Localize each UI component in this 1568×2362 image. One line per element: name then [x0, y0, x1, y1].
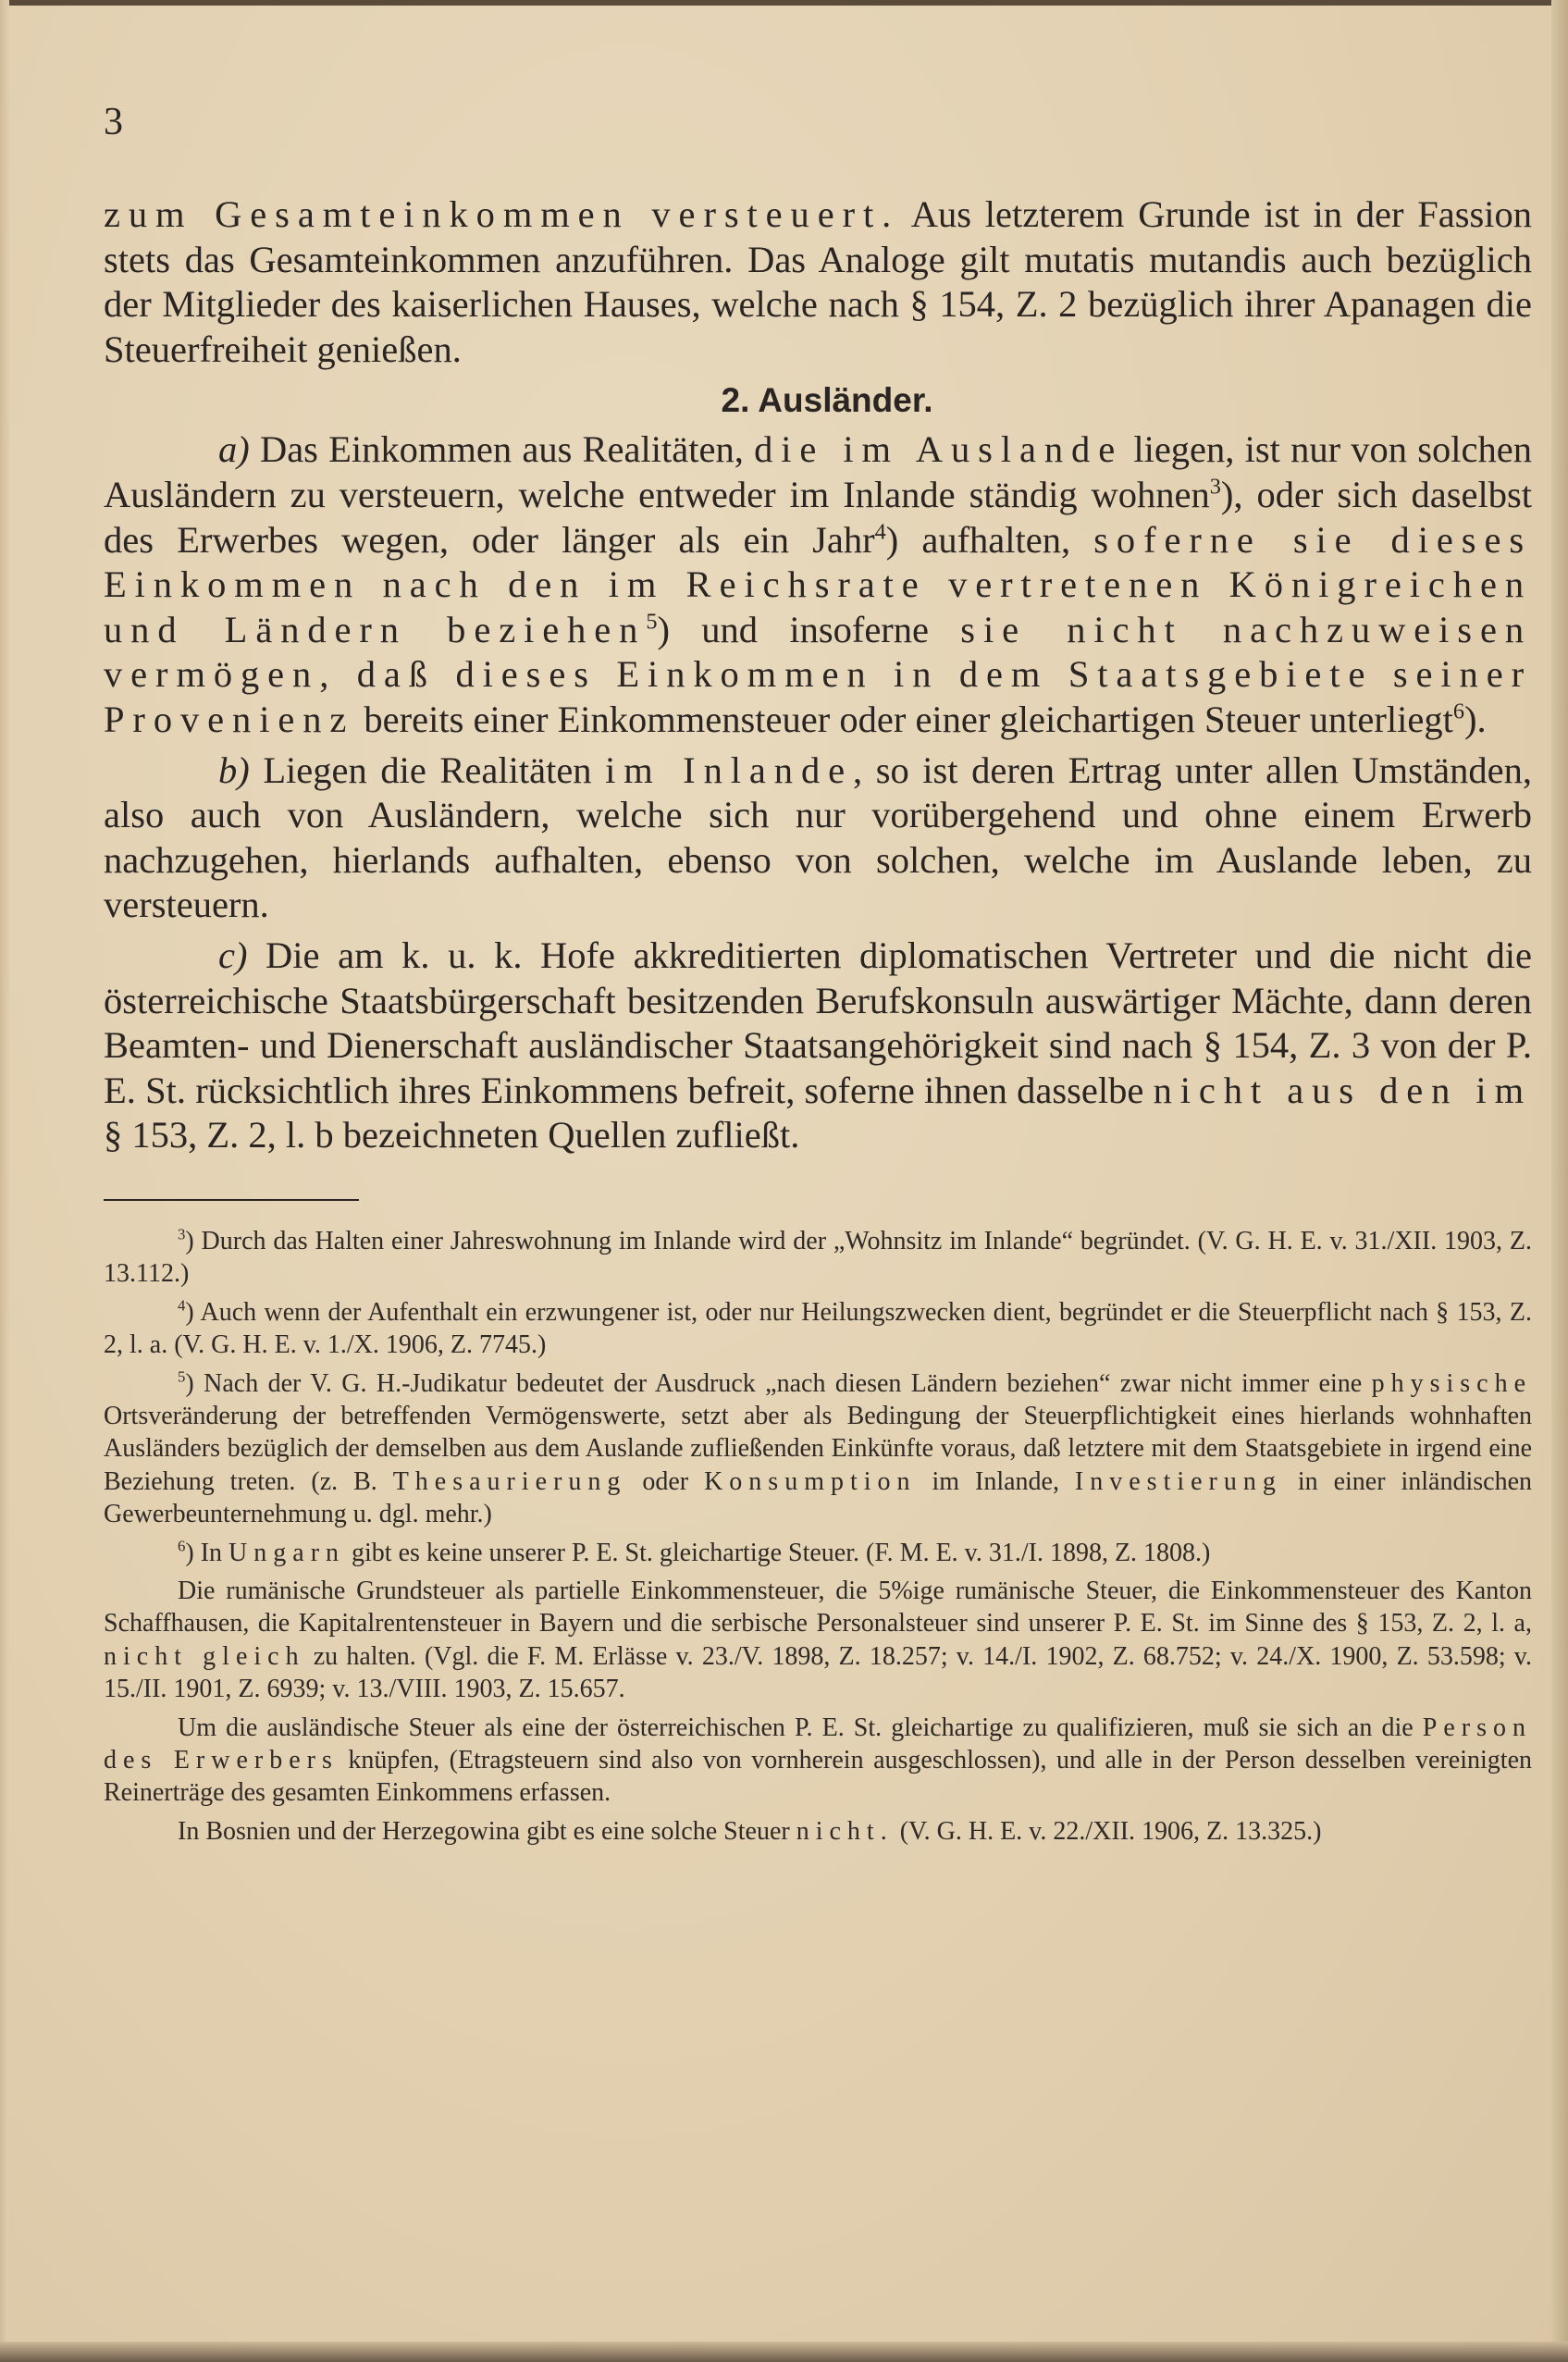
- section-heading: 2. Ausländer.: [721, 381, 933, 420]
- para-a-marker: a): [218, 428, 250, 471]
- para-a-text: Das Einkommen aus Realitäten,: [249, 428, 755, 471]
- footnote-text: ) Auch wenn der Aufenthalt ein erzwungener ist, oder nur Heilungszwecken dient, begründet er die Steuerpflicht nach § 153, Z. 2, l. a. (V. G. H. E. v. 1./X. 1906, Z. 7745.): [104, 1297, 1532, 1360]
- footnote-3: [104, 1225, 1532, 1291]
- footnote-text: oder: [626, 1466, 705, 1496]
- page-number: 3: [104, 101, 123, 143]
- para-a-text: ) aufhalten,: [885, 518, 1094, 561]
- footnote-6-continued: [104, 1575, 1532, 1706]
- intro-text: Aus letzterem Grunde ist in der Fassion stets das Gesamteinkommen anzuführen. Das Analoge gilt mutatis mutandis auch bezüglich der Mitglieder des kaiserlichen Hauses, welche nach § 154, Z. 2 bezüglich ihrer Apanagen die Steuerfreiheit genießen.: [104, 193, 1532, 370]
- footnote-spaced: Ungarn: [228, 1538, 346, 1567]
- para-a-text: ), oder sich daselbst des Erwerbes wegen, oder länger als ein Jahr: [104, 473, 1532, 561]
- footnote-spaced: Person des Erwerbers: [104, 1713, 1532, 1775]
- para-a-text: ) und insoferne: [657, 608, 961, 650]
- footnote-5: [104, 1367, 1532, 1531]
- footnote-number: 3: [178, 1225, 186, 1243]
- footnote-6: [104, 1537, 1532, 1569]
- footnote-ref: 6: [1452, 699, 1464, 724]
- footnote-spaced: Investierung: [1074, 1466, 1282, 1496]
- para-a-spaced: die im Auslande: [754, 428, 1124, 471]
- footnote-text: ) Durch das Halten einer Jahreswohnung im Inlande wird der „Wohnsitz im Inlande“ begründet. (V. G. H. E. v. 31./XII. 1903, Z. 13.112.): [104, 1226, 1532, 1289]
- footnote-text: In Bosnien und der Herzegowina gibt es eine solche Steuer: [178, 1816, 796, 1846]
- footnote-separator: [104, 1199, 359, 1201]
- footnote-text: zu halten. (Vgl. die F. M. Erlässe v. 23./V. 1898, Z. 18.257; v. 14./I. 1902, Z. 68.752; v. 24./X. 1900, Z. 53.598; v. 15./II. 1901, Z. 6939; v. 13./VIII. 1903, Z. 15.657.: [104, 1641, 1532, 1704]
- footnote-text: Die rumänische Grundsteuer als partielle Einkommensteuer, die 5%ige rumänische Steuer, die Einkommensteuer des Kanton Schaffhausen, die Kapitalrentensteuer in Bayern und die serbische Personalsteuer sind unserer P. E. St. im Sinne des § 153, Z. 2, l. a,: [104, 1576, 1532, 1639]
- footnote-text: knüpfen, (Etragsteuern sind also von vornherein ausgeschlossen), und alle in der Person desselben vereinigten Reinerträge des gesamten Einkommens erfassen.: [104, 1745, 1533, 1808]
- paragraph-b: [104, 748, 1532, 928]
- footnote-4: [104, 1296, 1532, 1362]
- intro-spaced-lead: zum Gesamteinkommen versteuert.: [104, 193, 900, 235]
- footnote-number: 5: [178, 1367, 186, 1386]
- para-a-text: bereits einer Einkommensteuer oder einer gleichartigen Steuer unterliegt: [354, 698, 1453, 740]
- para-c-text: § 153, Z. 2, l. b bezeichneten Quellen zufließt.: [104, 1114, 800, 1156]
- footnote-ref: 4: [874, 519, 886, 545]
- footnote-text: Um die ausländische Steuer als eine der österreichischen P. E. St. gleichartige zu qualifizieren, muß sie sich an die: [178, 1713, 1423, 1742]
- footnote-text: Ortsveränderung der betreffenden Vermögenswerte, setzt aber als Bedingung der Steuerpflichtigkeit eines hierlands wohnhaften Ausländers bezüglich der demselben aus dem Auslande zufließenden Einkünfte voraus, daß letztere mit dem Staatsgebiete in irgend eine Beziehung treten. (z. B.: [104, 1401, 1532, 1496]
- para-a-text: ).: [1464, 698, 1487, 740]
- para-b-text: , so ist deren Ertrag unter allen Umständen, also auch von Ausländern, welche sich nur vorübergehend und ohne einem Erwerb nachzugehen, hierlands aufhalten, ebenso von solchen, welche im Auslande leben, zu versteuern.: [104, 748, 1533, 926]
- para-c-marker: c): [218, 934, 248, 976]
- paragraph-a: [104, 427, 1532, 742]
- footnote-text: ) In: [185, 1538, 229, 1567]
- para-a-text: liegen, ist nur von solchen Ausländern zu versteuern, welche entweder im Inlande ständig wohnen: [104, 428, 1532, 515]
- footnote-spaced: nicht gleich: [104, 1641, 305, 1671]
- para-a-spaced: sie nicht nachzuweisen vermögen, daß dieses Einkommen in dem Staatsgebiete seiner Provenienz: [104, 608, 1532, 740]
- para-a-spaced: soferne sie dieses Einkommen nach den im Reichsrate vertretenen Königreichen und Ländern beziehen: [104, 518, 1532, 650]
- page-content: [104, 192, 1532, 1853]
- intro-paragraph: [104, 192, 1532, 372]
- footnote-text: gibt es keine unserer P. E. St. gleichartige Steuer. (F. M. E. v. 31./I. 1898, Z. 1808.): [345, 1538, 1211, 1567]
- footnote-spaced: physische: [1371, 1368, 1532, 1398]
- page-edge-left: [0, 0, 9, 2362]
- footnotes: [104, 1225, 1532, 1848]
- para-b-marker: b): [218, 748, 250, 791]
- footnote-number: 4: [178, 1296, 186, 1315]
- para-c-text: Die am k. u. k. Hofe akkreditierten diplomatischen Vertreter und die nicht die österreichische Staatsbürgerschaft besitzenden Berufskonsuln auswärtiger Mächte, dann deren Beamten- und Dienerschaft ausländischer Staatsangehörigkeit sind nach § 154, Z. 3 von der P. E. St. rücksichtlich ihres Einkommens befreit, soferne ihnen dasselbe: [104, 934, 1532, 1111]
- footnote-spaced: nicht.: [796, 1816, 894, 1846]
- footnote-text: in einer inländischen Gewerbeunternehmung u. dgl. mehr.): [104, 1466, 1532, 1529]
- footnote-spaced: Thesaurierung: [392, 1466, 627, 1496]
- para-b-spaced: im Inlande: [605, 748, 853, 791]
- footnote-ref: 5: [646, 609, 658, 635]
- footnote-spaced: Konsumption: [704, 1466, 917, 1496]
- footnote-ref: 3: [1209, 474, 1221, 500]
- page-edge-top: [0, 0, 1568, 6]
- para-c-spaced: nicht aus den im: [1153, 1069, 1532, 1111]
- footnote-number: 6: [178, 1537, 186, 1555]
- footnote-6-continued: [104, 1712, 1532, 1810]
- para-b-text: Liegen die Realitäten: [249, 748, 606, 791]
- footnote-text: im Inlande,: [916, 1466, 1075, 1496]
- paragraph-c: [104, 934, 1532, 1158]
- page-edge-right: [1551, 0, 1568, 2362]
- footnote-6-continued: [104, 1815, 1532, 1848]
- footnote-text: (V. G. H. E. v. 22./XII. 1906, Z. 13.325.): [893, 1816, 1322, 1846]
- page-edge-bottom: [0, 2342, 1568, 2362]
- footnote-text: ) Nach der V. G. H.-Judikatur bedeutet der Ausdruck „nach diesen Ländern beziehen“ zwar nicht immer eine: [185, 1368, 1372, 1398]
